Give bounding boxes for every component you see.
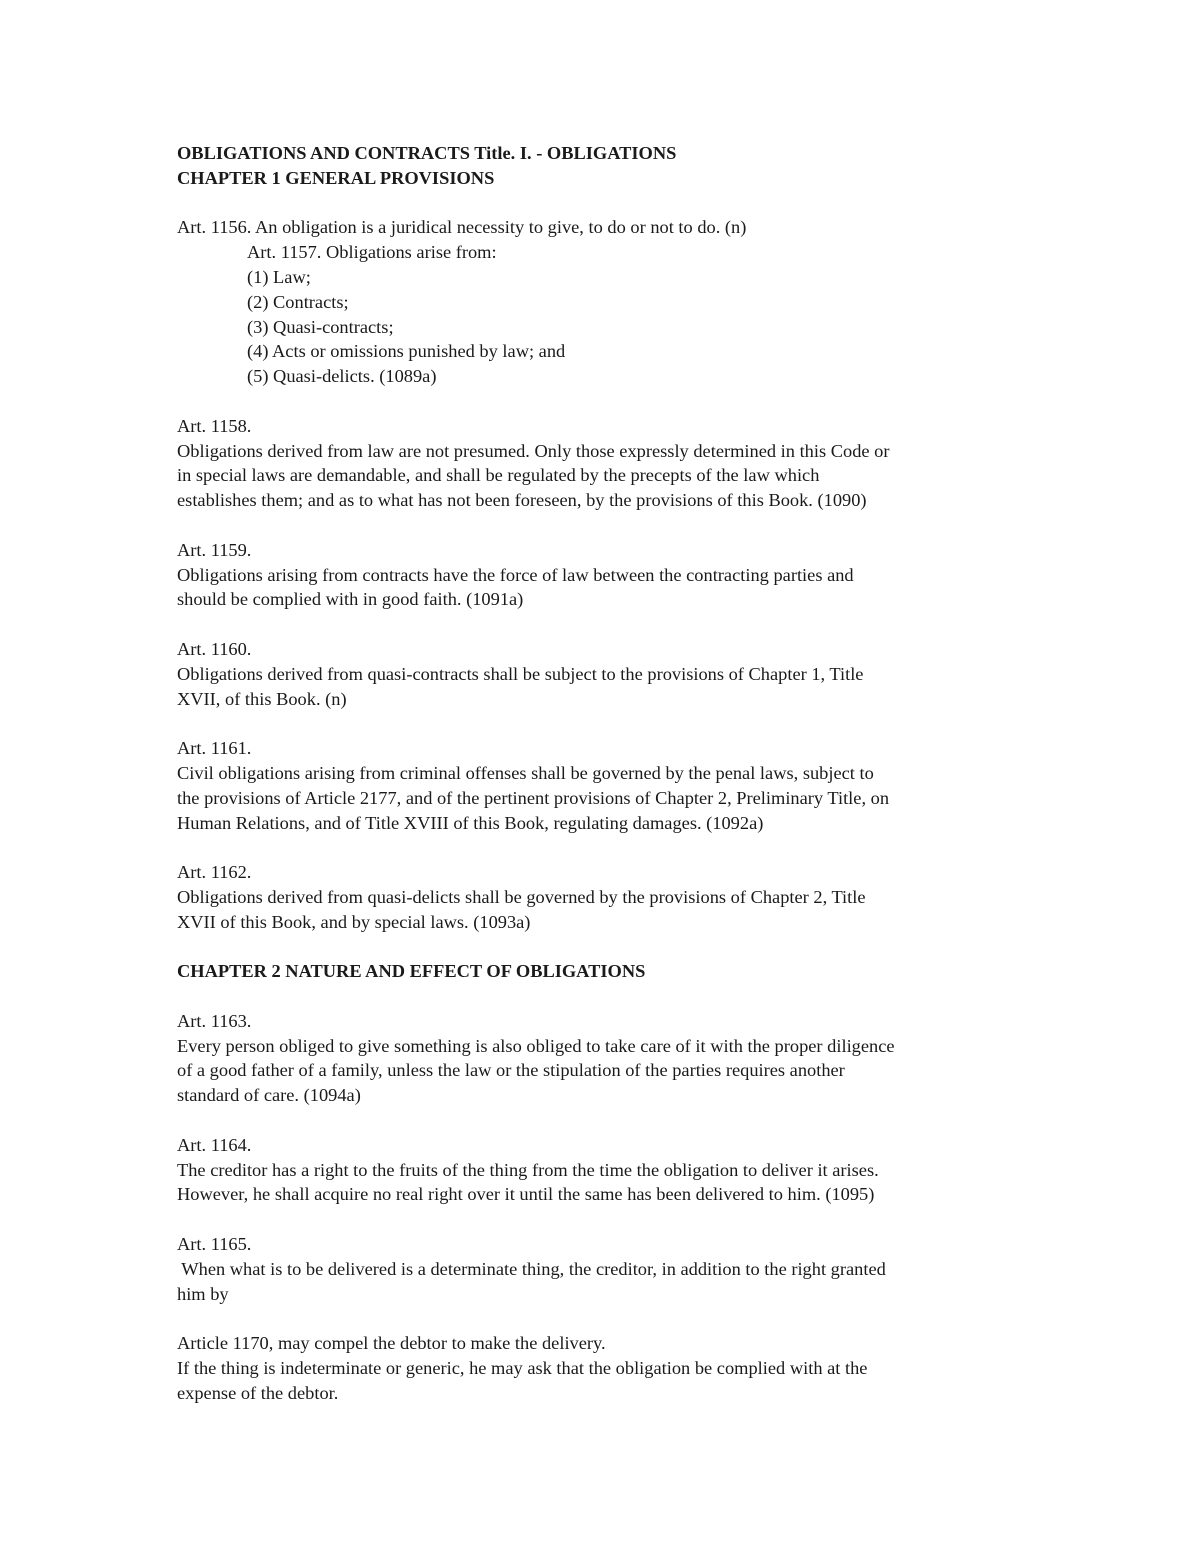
article-line: Human Relations, and of Title XVIII of this Book, regulating damages. (1092a) bbox=[177, 812, 764, 833]
art-1156: Art. 1156. An obligation is a juridical necessity to give, to do or not to do. (n) bbox=[177, 217, 747, 238]
document-page bbox=[177, 141, 1037, 1406]
art-1160 bbox=[177, 637, 1037, 711]
art-1157-item: (2) Contracts; bbox=[247, 291, 349, 312]
chapter-2-heading: CHAPTER 2 NATURE AND EFFECT OF OBLIGATIONS bbox=[177, 961, 646, 982]
document-title: OBLIGATIONS AND CONTRACTS Title. I. - OBLIGATIONS bbox=[177, 143, 677, 163]
chapter-1-heading: CHAPTER 1 GENERAL PROVISIONS bbox=[177, 167, 495, 188]
art-1165 bbox=[177, 1232, 1037, 1406]
art-1164 bbox=[177, 1133, 1037, 1207]
article-line: establishes them; and as to what has not been foreseen, by the provisions of this Book. (1090) bbox=[177, 490, 867, 511]
art-1157-item: (4) Acts or omissions punished by law; and bbox=[247, 341, 566, 362]
article-line: should be complied with in good faith. (1091a) bbox=[177, 589, 524, 610]
art-1159 bbox=[177, 538, 1037, 612]
article-line: him by bbox=[177, 1283, 229, 1304]
art-1158 bbox=[177, 414, 1037, 513]
article-line: XVII, of this Book. (n) bbox=[177, 688, 347, 709]
article-line: However, he shall acquire no real right over it until the same has been delivered to him. (1095) bbox=[177, 1184, 875, 1205]
article-line: If the thing is indeterminate or generic, he may ask that the obligation be complied with at the bbox=[177, 1358, 868, 1379]
article-line: of a good father of a family, unless the law or the stipulation of the parties requires another bbox=[177, 1060, 845, 1081]
art-1162 bbox=[177, 860, 1037, 934]
art-1157-item: (5) Quasi-delicts. (1089a) bbox=[247, 366, 437, 387]
article-line: standard of care. (1094a) bbox=[177, 1085, 361, 1106]
article-head: Art. 1162. bbox=[177, 862, 252, 883]
article-line: in special laws are demandable, and shall be regulated by the precepts of the law which bbox=[177, 465, 820, 486]
art-1157 bbox=[177, 240, 1037, 389]
article-line: Every person obliged to give something is also obliged to take care of it with the proper diligence bbox=[177, 1035, 895, 1056]
art-1157-head: Art. 1157. Obligations arise from: bbox=[247, 242, 497, 263]
article-line: Civil obligations arising from criminal offenses shall be governed by the penal laws, subject to bbox=[177, 762, 874, 783]
article-line: The creditor has a right to the fruits of the thing from the time the obligation to deliver it arises. bbox=[177, 1159, 879, 1180]
article-line: Article 1170, may compel the debtor to make the delivery. bbox=[177, 1333, 606, 1354]
article-line: XVII of this Book, and by special laws. (1093a) bbox=[177, 911, 531, 932]
article-head: Art. 1163. bbox=[177, 1010, 252, 1031]
article-head: Art. 1165. bbox=[177, 1234, 252, 1255]
art-1157-item: (3) Quasi-contracts; bbox=[247, 316, 394, 337]
art-1157-item: (1) Law; bbox=[247, 266, 311, 287]
article-line: Obligations derived from quasi-delicts shall be governed by the provisions of Chapter 2, Title bbox=[177, 886, 866, 907]
article-head: Art. 1164. bbox=[177, 1134, 252, 1155]
article-head: Art. 1158. bbox=[177, 415, 252, 436]
article-line: When what is to be delivered is a determinate thing, the creditor, in addition to the right granted bbox=[177, 1258, 886, 1279]
article-head: Art. 1159. bbox=[177, 539, 252, 560]
article-line: Obligations derived from law are not presumed. Only those expressly determined in this Code or bbox=[177, 440, 890, 461]
article-line: Obligations arising from contracts have the force of law between the contracting parties and bbox=[177, 564, 854, 585]
article-head: Art. 1160. bbox=[177, 638, 252, 659]
art-1163 bbox=[177, 1009, 1037, 1108]
article-line: the provisions of Article 2177, and of the pertinent provisions of Chapter 2, Preliminary Title, on bbox=[177, 787, 890, 808]
article-line: expense of the debtor. bbox=[177, 1382, 339, 1403]
art-1161 bbox=[177, 736, 1037, 835]
article-head: Art. 1161. bbox=[177, 738, 252, 759]
article-line: Obligations derived from quasi-contracts shall be subject to the provisions of Chapter 1, Title bbox=[177, 663, 864, 684]
